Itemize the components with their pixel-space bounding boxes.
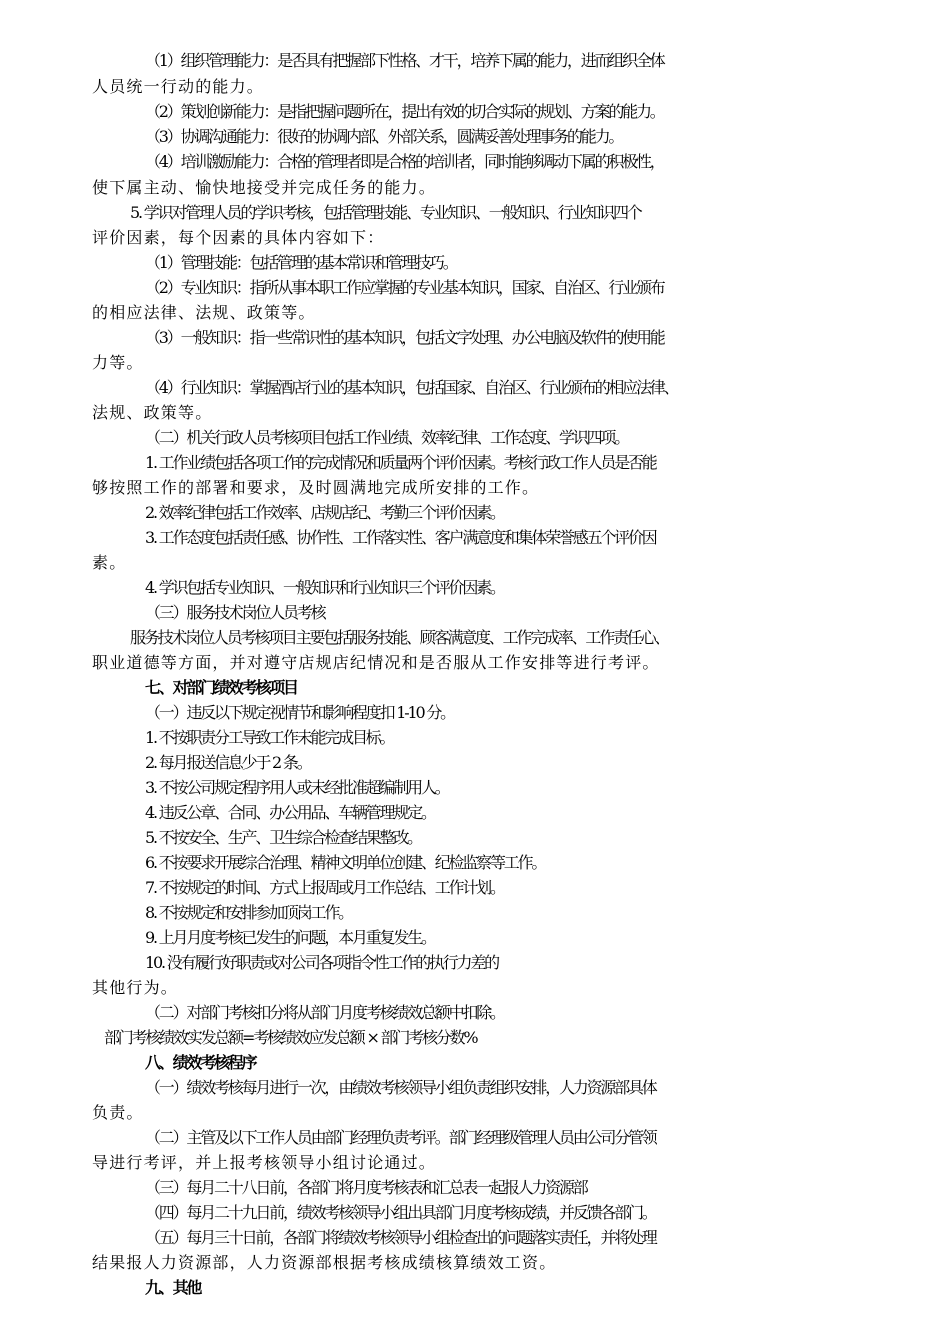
text-line: 4. 学识包括专业知识、一般知识和行业知识三个评价因素。 [145,578,504,597]
text-line: （一）绩效考核每月进行一次，由绩效考核领导小组负责组织安排，人力资源部具体 [145,1078,656,1097]
text-line: 职业道德等方面，并对遵守店规店纪情况和是否服从工作安排等进行考评。 [92,653,660,672]
text-line: 力等。 [92,353,144,372]
text-line: 导进行考评，并上报考核领导小组讨论通过。 [92,1153,437,1172]
text-line: （三）服务技术岗位人员考核 [145,603,325,622]
text-line: 人员统一行动的能力。 [92,77,265,96]
text-line: （1）管理技能：包括管理的基本常识和管理技巧。 [145,253,457,272]
text-line: 其他行为。 [92,978,179,997]
section-heading: 七、对部门绩效考核项目 [145,678,297,697]
text-line: 3. 工作态度包括责任感、协作性、工作落实性、客户满意度和集体荣誉感五个评价因 [145,528,656,547]
formula-line: 部门考核绩效实发总额=考核绩效应发总额 × 部门考核分数% [104,1028,477,1047]
text-line: （2）专业知识：指所从事本职工作应掌握的专业基本知识，国家、自治区、行业颁布 [145,278,664,297]
list-item: 7. 不按规定的时间、方式上报周或月工作总结、工作计划。 [145,878,504,897]
text-line: 够按照工作的部署和要求，及时圆满地完成所安排的工作。 [92,478,540,497]
text-line: （一）违反以下规定视情节和影响程度扣 1-10 分。 [145,703,454,722]
text-line: 的相应法律、法规、政策等。 [92,303,316,322]
list-item: 3. 不按公司规定程序用人或未经批准超编制用人。 [145,778,449,797]
text-line: （2）策划创新能力：是指把握问题所在，提出有效的切合实际的规划、方案的能力。 [145,102,664,121]
list-item: 1. 不按职责分工导致工作未能完成目标。 [145,728,394,747]
list-item: 2. 每月报送信息少于 2 条。 [145,753,311,772]
list-item: 6. 不按要求开展综合治理、精神文明单位创建、纪检监察等工作。 [145,853,546,872]
text-line: 负责。 [92,1103,144,1122]
text-line: 结果报人力资源部，人力资源部根据考核成绩核算绩效工资。 [92,1253,557,1272]
text-line: （二）机关行政人员考核项目包括工作业绩、效率纪律、工作态度、学识四项。 [145,428,629,447]
section-heading: 九、其他 [145,1278,201,1297]
text-line: （1）组织管理能力：是否具有把握部下性格、才干，培养下属的能力，进而组织全体 [145,51,664,70]
list-item: 5. 不按安全、生产、卫生综合检查结果整改。 [145,828,421,847]
text-line: （三）每月二十八日前，各部门将月度考核表和汇总表一起报人力资源部 [145,1178,587,1197]
text-line: 评价因素，每个因素的具体内容如下： [92,228,385,247]
text-line: 法规、政策等。 [92,403,213,422]
list-item: 9. 上月月度考核已发生的问题，本月重复发生。 [145,928,435,947]
section-heading: 八、绩效考核程序 [145,1053,256,1072]
list-item: 10. 没有履行好职责或对公司各项指令性工作的执行力差的 [145,953,498,972]
list-item: 8. 不按规定和安排参加顶岗工作。 [145,903,352,922]
text-line: （二）主管及以下工作人员由部门经理负责考评。部门经理级管理人员由公司分管领 [145,1128,656,1147]
text-line: （五）每月三十日前，各部门将绩效考核领导小组检查出的问题落实责任，并将处理 [145,1228,656,1247]
text-line: 服务技术岗位人员考核项目主要包括服务技能、顾客满意度、工作完成率、工作责任心、 [130,628,669,647]
text-line: 1. 工作业绩包括各项工作的完成情况和质量两个评价因素。考核行政工作人员是否能 [145,453,656,472]
text-line: （4）行业知识：掌握酒店行业的基本知识，包括国家、自治区、行业颁布的相应法律、 [145,378,678,397]
text-line: （四）每月二十九日前，绩效考核领导小组出具部门月度考核成绩，并反馈各部门。 [145,1203,656,1222]
text-line: 2. 效率纪律包括工作效率、店规店纪、考勤三个评价因素。 [145,503,504,522]
list-item: 4. 违反公章、合同、办公用品、车辆管理规定。 [145,803,435,822]
text-line: 5. 学识对管理人员的学识考核，包括管理技能、专业知识、一般知识、行业知识四个 [130,203,641,222]
text-line: （二）对部门考核扣分将从部门月度考核绩效总额中扣除。 [145,1003,504,1022]
text-line: （4）培训激励能力：合格的管理者即是合格的培训者，同时能够调动下属的积极性， [145,152,664,171]
text-line: （3）协调沟通能力：很好的协调内部、外部关系，圆满妥善处理事务的能力。 [145,127,623,146]
text-line: （3）一般知识：指一些常识性的基本知识，包括文字处理、办公电脑及软件的使用能 [145,328,664,347]
text-line: 素。 [92,553,127,572]
text-line: 使下属主动、愉快地接受并完成任务的能力。 [92,178,437,197]
